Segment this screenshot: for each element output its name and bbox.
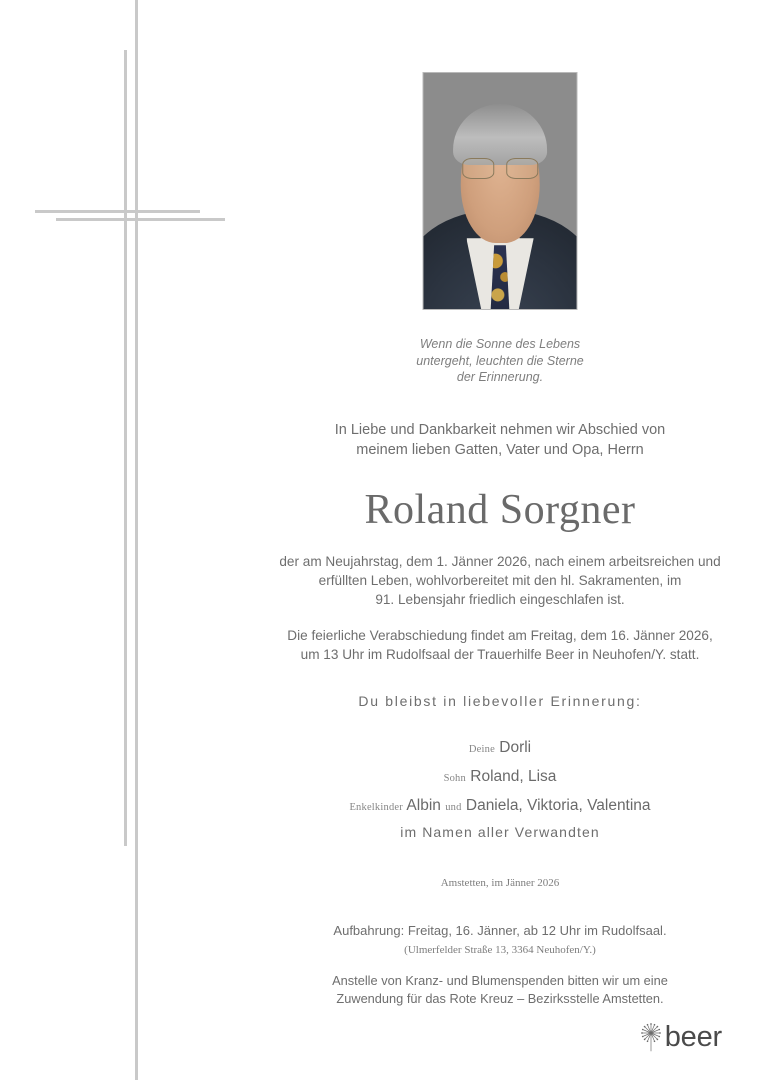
survivor-names: Albin — [406, 797, 441, 814]
verse-line: Wenn die Sonne des Lebens — [419, 337, 581, 351]
cross-horizontal-lower-line — [56, 218, 225, 221]
relation-label: Sohn — [443, 773, 466, 784]
relation-label: Enkelkinder — [349, 802, 403, 813]
survivor-row — [240, 734, 760, 763]
ceremony-line: um 13 Uhr im Rudolfsaal der Trauerhilfe Beer in Neuhofen/Y. statt. — [300, 647, 700, 662]
relation-conjunction: und — [445, 802, 462, 813]
company-logo — [638, 1022, 722, 1052]
remembrance-heading: Du bleibst in liebevoller Erinnerung: — [358, 693, 642, 709]
cross-vertical-long-line — [135, 0, 138, 1080]
donation-line: Anstelle von Kranz- und Blumenspenden bitten wir um eine — [332, 973, 668, 988]
verse-line: der Erinnerung. — [456, 370, 544, 384]
logo-wordmark: beer — [664, 1020, 722, 1053]
deceased-name: Roland Sorgner — [364, 487, 636, 533]
biography-text — [240, 552, 760, 609]
donation-request — [240, 972, 760, 1008]
survivor-names: Dorli — [499, 739, 532, 756]
intro-line: meinem lieben Gatten, Vater und Opa, Herrn — [356, 442, 644, 458]
biography-line: der am Neujahrstag, dem 1. Jänner 2026, nach einem arbeitsreichen und — [279, 554, 721, 569]
survivors-list — [240, 734, 760, 821]
donation-line: Zuwendung für das Rote Kreuz – Bezirksstelle Amstetten. — [336, 991, 664, 1006]
announcement-intro — [240, 420, 760, 460]
cross-vertical-short-line — [124, 50, 127, 846]
survivor-names-secondary: Daniela, Viktoria, Valentina — [465, 797, 651, 814]
memorial-card — [240, 0, 760, 1080]
cross-horizontal-upper-line — [35, 210, 200, 213]
laying-out-address: (Ulmerfelder Straße 13, 3364 Neuhofen/Y.) — [404, 944, 596, 956]
survivor-row — [240, 792, 760, 821]
relation-label: Deine — [468, 744, 495, 755]
intro-line: In Liebe und Dankbarkeit nehmen wir Abschied von — [334, 422, 666, 438]
ceremony-line: Die feierliche Verabschiedung findet am Freitag, dem 16. Jänner 2026, — [287, 628, 713, 643]
verse-line: untergeht, leuchten die Sterne — [416, 353, 584, 368]
laying-out-details — [240, 922, 760, 959]
cross-decoration — [0, 0, 260, 1080]
dandelion-icon — [638, 1022, 664, 1052]
survivor-names: Roland, Lisa — [470, 768, 557, 785]
survivor-row — [240, 763, 760, 792]
portrait-photo — [423, 72, 578, 310]
glasses-icon — [462, 158, 539, 179]
place-and-date: Amstetten, im Jänner 2026 — [440, 877, 560, 889]
memorial-verse — [240, 336, 760, 386]
laying-out-line: Aufbahrung: Freitag, 16. Jänner, ab 12 Uhr im Rudolfsaal. — [333, 923, 667, 938]
ceremony-details — [240, 626, 760, 664]
biography-line: 91. Lebensjahr friedlich eingeschlafen ist. — [375, 592, 625, 607]
biography-line: erfüllten Leben, wohlvorbereitet mit den hl. Sakramenten, im — [318, 573, 682, 588]
relatives-note: im Namen aller Verwandten — [400, 824, 600, 840]
